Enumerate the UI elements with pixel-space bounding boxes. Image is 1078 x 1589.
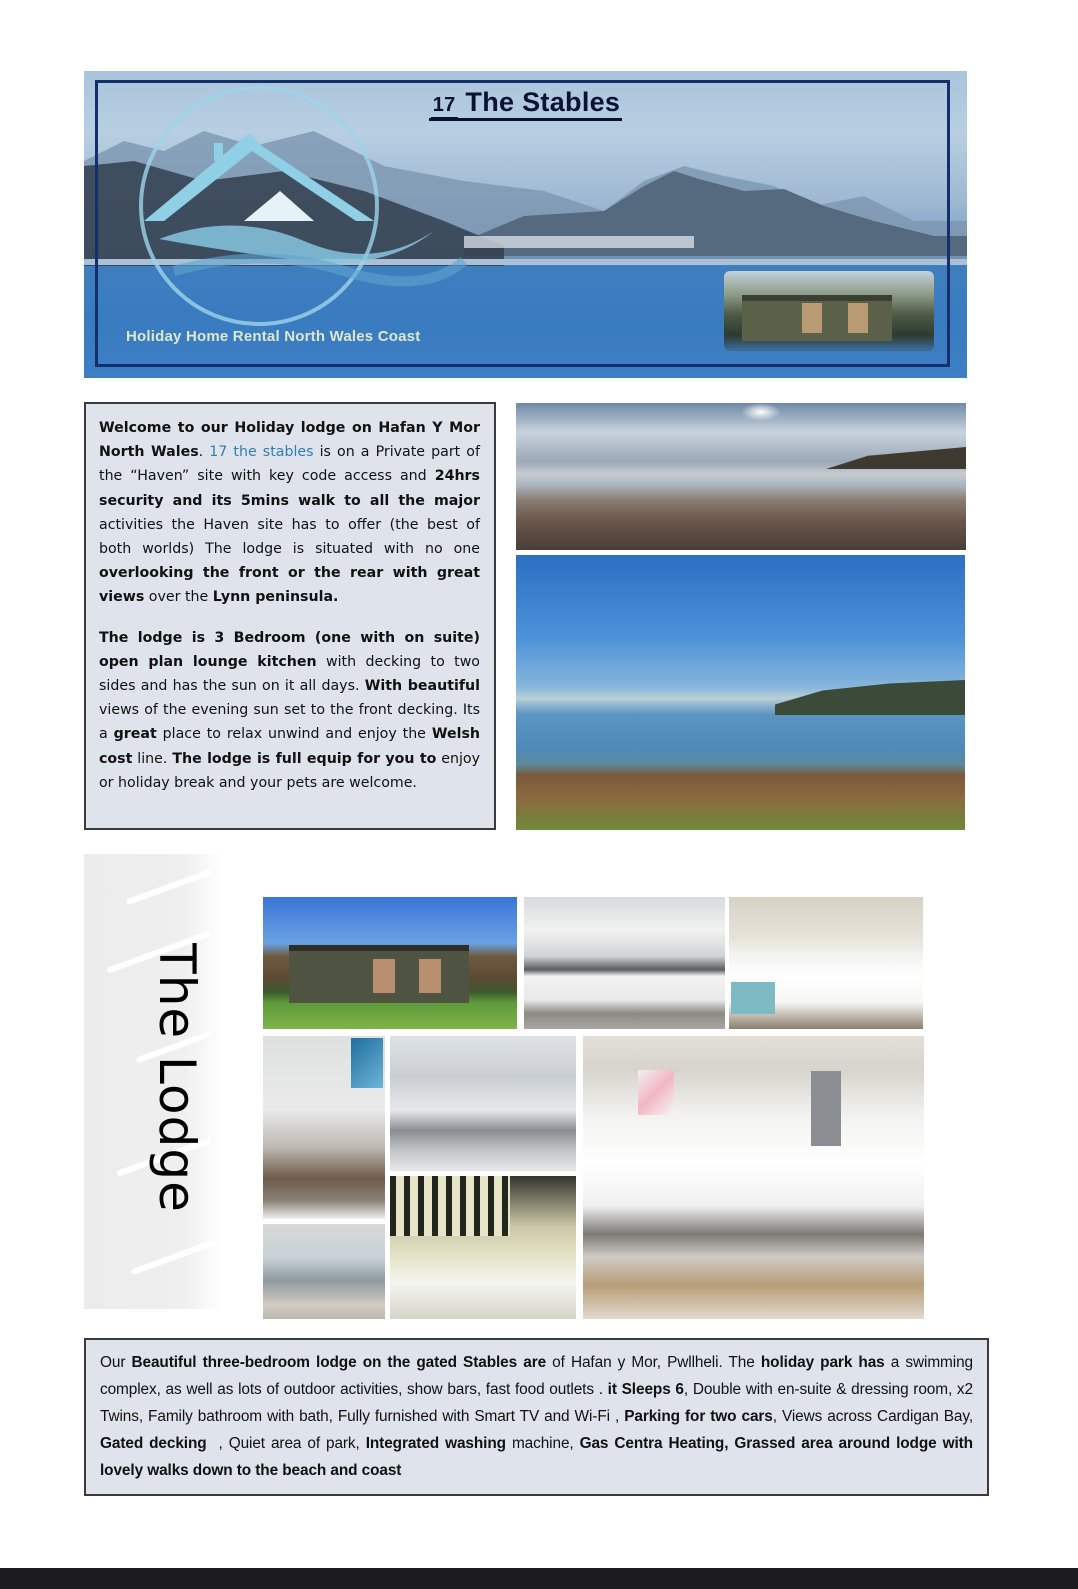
intro-text: line.: [132, 750, 173, 767]
intro-text: The lodge is 3 Bedroom (one with on suite) open plan lounge kitchen: [99, 629, 480, 670]
header-banner: [84, 71, 967, 378]
lodge-exterior-photo: [263, 897, 517, 1029]
intro-text: great: [113, 726, 157, 743]
intro-text: views of the evening sun set to the front decking. Its a: [99, 702, 480, 743]
description-text: it Sleeps 6: [607, 1381, 684, 1398]
description-text: a swimming complex, as well as lots of outdoor activities, show bars, fast food outlets .: [100, 1354, 974, 1398]
description-text: holiday park has: [760, 1354, 885, 1371]
page-title: [84, 87, 967, 118]
intro-text: activities the Haven site has to offer (the best of both worlds) The lodge is situated with no one: [99, 516, 480, 558]
description-text: of Hafan y Mor, Pwllheli. The: [546, 1354, 761, 1371]
lodge-description-box: [84, 1338, 989, 1496]
intro-text: over the: [144, 589, 213, 606]
intro-text: enjoy or holiday break and your pets are welcome.: [99, 750, 481, 791]
intro-text: overlooking the front or the rear with great views: [99, 565, 480, 606]
coastal-view-photo: [516, 555, 965, 830]
intro-text: Welsh cost: [99, 726, 480, 767]
intro-text: 24hrs security and its 5mins walk to all the major: [99, 468, 480, 509]
welcome-text-box: [84, 402, 496, 830]
pebble-beach-photo: [516, 403, 966, 550]
description-text: Beautiful three-bedroom lodge on the gated Stables are: [131, 1354, 547, 1371]
double-bedroom-photo: [390, 1176, 576, 1319]
intro-text: is on a Private part of the “Haven” site with key code access and: [99, 444, 480, 485]
intro-text: .: [198, 444, 210, 461]
intro-paragraph-2: [99, 626, 480, 795]
intro-text: with decking to two sides and has the sun on it all days.: [99, 653, 480, 695]
description-text: , Views across Cardigan Bay,: [772, 1408, 974, 1425]
intro-text: place to relax unwind and enjoy the: [156, 726, 432, 743]
bathroom-photo: [263, 1036, 385, 1219]
lodge-thumbnail-photo: [724, 271, 934, 351]
open-plan-kitchen-dining-photo: [583, 1036, 924, 1319]
title-text: The Stables: [465, 87, 621, 117]
intro-paragraph-1: [99, 416, 480, 610]
description-text: machine,: [505, 1435, 580, 1452]
description-text: Gas Centra Heating, Grassed area around lodge with lovely walks down to the beach and coast: [100, 1435, 973, 1479]
title-number: 17: [431, 94, 458, 120]
banner-subtitle: Holiday Home Rental North Wales Coast: [126, 328, 421, 345]
property-name-link[interactable]: 17 the stables: [209, 444, 314, 461]
viewer-bottom-bar: [0, 1568, 1078, 1589]
lounge-photo: [390, 1036, 576, 1171]
description-text: Integrated washing: [365, 1435, 506, 1452]
lodge-section-heading: [122, 938, 232, 1218]
intro-text: Welcome to our Holiday lodge on Hafan Y Mor North Wales: [99, 420, 480, 461]
intro-text: The lodge is full equip for you to: [172, 750, 437, 767]
description-text: Our: [100, 1354, 132, 1371]
intro-text: Lynn peninsula.: [212, 589, 339, 606]
description-text: Gated decking: [100, 1435, 207, 1452]
twin-bedroom-photo: [729, 897, 923, 1029]
kitchen-photo: [524, 897, 725, 1029]
description-text: , Quiet area of park,: [206, 1435, 366, 1452]
dining-area-photo: [263, 1224, 385, 1319]
description-text: Parking for two cars: [624, 1408, 773, 1425]
intro-text: With beautiful: [364, 678, 480, 695]
lodge-heading-text: The Lodge: [148, 943, 206, 1213]
description-text: , Double with en-suite & dressing room, x2 Twins, Family bathroom with bath, Fully furnished with Smart TV and Wi-Fi ,: [100, 1381, 973, 1425]
